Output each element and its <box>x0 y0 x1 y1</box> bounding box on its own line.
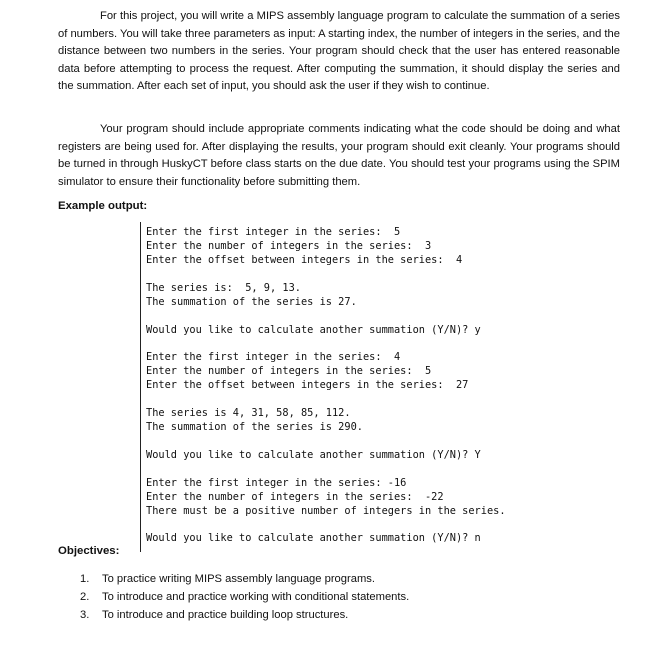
intro-paragraph-2 <box>58 121 620 191</box>
example-output-heading: Example output: <box>58 200 148 212</box>
list-item <box>80 570 409 588</box>
code-line: Enter the first integer in the series: -16 <box>146 477 407 489</box>
code-line: The series is: 5, 9, 13. <box>146 282 301 294</box>
code-line: Enter the offset between integers in the series: 4 <box>146 254 463 266</box>
list-number: 1. <box>80 573 90 585</box>
code-line: There must be a positive number of integers in the series. <box>146 505 506 517</box>
code-line: Would you like to calculate another summation (Y/N)? Y <box>146 449 481 461</box>
code-line: Enter the first integer in the series: 4 <box>146 351 401 363</box>
code-line: Enter the first integer in the series: 5 <box>146 226 401 238</box>
code-line: Would you like to calculate another summation (Y/N)? n <box>146 532 481 544</box>
list-number: 2. <box>80 591 90 603</box>
list-text: To introduce and practice building loop structures. <box>102 609 349 621</box>
list-text: To practice writing MIPS assembly language programs. <box>102 573 375 585</box>
code-line: Would you like to calculate another summation (Y/N)? y <box>146 324 481 336</box>
objectives-list <box>80 570 409 624</box>
code-line: Enter the number of integers in the series: 5 <box>146 365 432 377</box>
code-line: Enter the offset between integers in the series: 27 <box>146 379 469 391</box>
list-item <box>80 606 409 624</box>
code-line: The summation of the series is 290. <box>146 421 363 433</box>
code-line: Enter the number of integers in the series: -22 <box>146 491 444 503</box>
list-number: 3. <box>80 609 90 621</box>
intro-paragraph-1-text: For this project, you will write a MIPS assembly language program to calculate the summation of a series of numbers. You will take three parameters as input: A starting index, the number of integers in the series, and the distance between two numbers in the series. Your program should check that the user has entered reasonable data before attempting to process the request. After computing the summation, it should display the series and the summation. After each set of input, you should ask the user if they wish to continue. <box>58 10 620 93</box>
code-line: Enter the number of integers in the series: 3 <box>146 240 432 252</box>
example-output-block <box>140 222 631 552</box>
objectives-heading: Objectives: <box>58 545 120 557</box>
list-text: To introduce and practice working with conditional statements. <box>102 591 410 603</box>
list-item <box>80 588 409 606</box>
intro-paragraph-1 <box>58 8 620 96</box>
code-line: The series is 4, 31, 58, 85, 112. <box>146 407 351 419</box>
code-line: The summation of the series is 27. <box>146 296 357 308</box>
intro-paragraph-2-text: Your program should include appropriate comments indicating what the code should be doing and what registers are being used for. After displaying the results, your program should exit cleanly. Your programs should be turned in through HuskyCT before class starts on the due date. You should test your programs using the SPIM simulator to ensure their functionality before submitting them. <box>58 123 620 188</box>
